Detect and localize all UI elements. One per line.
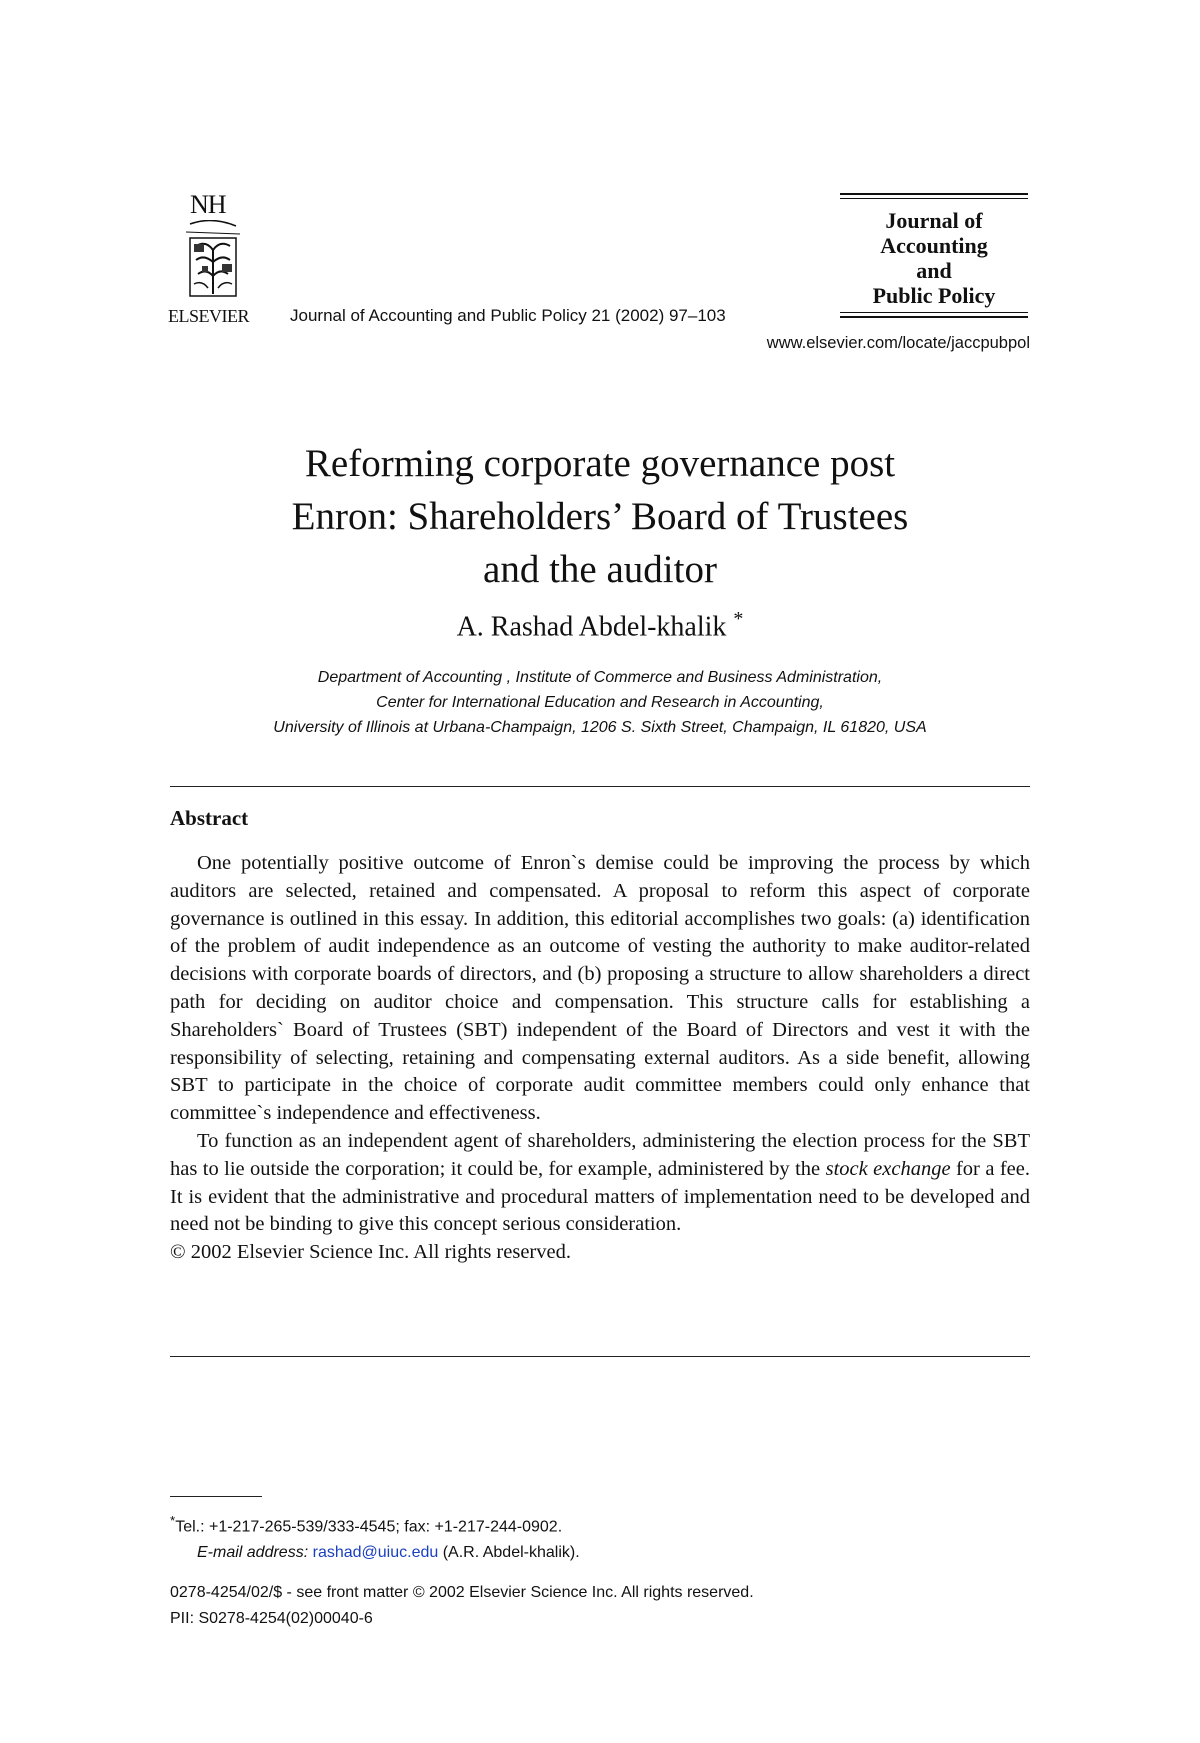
pii-line: PII: S0278-4254(02)00040-6	[170, 1610, 373, 1627]
abstract-paragraph	[170, 1128, 1030, 1239]
footnote-email-line	[170, 1540, 1030, 1566]
abstract-text: To function as an independent agent of shareholders, administering the election process for the SBT has to lie outside the corporation; it could be, for example, administered by the	[170, 1129, 1030, 1180]
journal-title-line: and	[916, 258, 952, 283]
abstract-rule-top	[170, 786, 1030, 787]
front-matter	[170, 1580, 1070, 1632]
footnote-contact-line	[170, 1508, 1030, 1540]
journal-title-line: Accounting	[880, 233, 988, 258]
box-rule-top	[840, 193, 1028, 195]
journal-title-line: Public Policy	[872, 283, 996, 308]
issn-line: 0278-4254/02/$ - see front matter © 2002 Elsevier Science Inc. All rights reserved.	[170, 1584, 754, 1601]
tree-emblem-icon	[182, 220, 244, 305]
title-line: Enron: Shareholders’ Board of Trustees	[291, 495, 909, 538]
email-label: E-mail address:	[197, 1544, 309, 1562]
author-footnote	[170, 1508, 1030, 1566]
author-name: A. Rashad Abdel-khalik	[456, 611, 727, 643]
abstract-paragraph: One potentially positive outcome of Enron`s demise could be improving the process by which auditors are selected, retained and compensated. A proposal to reform this aspect of corporate governance is outlined in this essay. In addition, this editorial accomplishes two goals: (a) identification of the problem of audit independence as an outcome of vesting the authority to make auditor-related decisions with corporate boards of directors, and (b) proposing a structure to allow shareholders a direct path for deciding on auditor choice and compensation. This structure calls for establishing a Shareholders` Board of Trustees (SBT) independent of the Board of Directors and vest it with the responsibility of selecting, retaining and compensating external auditors. As a side benefit, allowing SBT to participate in the choice of corporate audit committee members could only enhance that committee`s independence and effectiveness.	[170, 852, 1030, 1125]
abstract-rule-bottom	[170, 1356, 1030, 1357]
affiliation-line: Department of Accounting , Institute of Commerce and Business Administration,	[317, 669, 883, 686]
box-rule-bottom-thin	[840, 312, 1028, 313]
author-affiliation	[130, 665, 1070, 740]
article-title	[130, 437, 1070, 596]
box-rule-bottom	[840, 316, 1028, 318]
abstract-body	[170, 850, 1030, 1267]
elsevier-logo	[168, 190, 258, 325]
journal-title-box	[840, 193, 1028, 321]
footnote-rule	[170, 1496, 262, 1497]
email-suffix: (A.R. Abdel-khalik).	[442, 1544, 580, 1562]
author-footnote-mark[interactable]: *	[733, 608, 744, 630]
abstract-italic-text: stock exchange	[825, 1157, 951, 1180]
author-line	[130, 608, 1070, 643]
copyright-notice: © 2002 Elsevier Science Inc. All rights reserved.	[170, 1241, 571, 1264]
title-line: and the auditor	[483, 548, 717, 591]
publisher-name: ELSEVIER	[168, 306, 249, 326]
abstract-text: for a fee. It is evident that the administrative and procedural matters of implementation need to be developed and need not be binding to give this concept serious consideration.	[170, 1157, 1030, 1236]
journal-title-line: Journal of	[885, 208, 983, 233]
email-link[interactable]: rashad@uiuc.edu	[312, 1544, 439, 1562]
box-rule-top-thin	[840, 198, 1028, 199]
affiliation-line: University of Illinois at Urbana-Champaign, 1206 S. Sixth Street, Champaign, IL 61820, USA	[273, 719, 927, 736]
journal-citation: Journal of Accounting and Public Policy 21 (2002) 97–103	[290, 306, 726, 325]
abstract-heading: Abstract	[170, 806, 249, 830]
journal-url[interactable]: www.elsevier.com/locate/jaccpubpol	[766, 334, 1030, 352]
logo-mark: NH	[190, 190, 226, 219]
footnote-contact: Tel.: +1-217-265-539/333-4545; fax: +1-217-244-0902.	[175, 1518, 563, 1536]
title-line: Reforming corporate governance post	[304, 442, 896, 485]
footnote-mark: *	[170, 1513, 176, 1528]
journal-title	[840, 202, 1028, 312]
affiliation-line: Center for International Education and Research in Accounting,	[376, 694, 824, 711]
